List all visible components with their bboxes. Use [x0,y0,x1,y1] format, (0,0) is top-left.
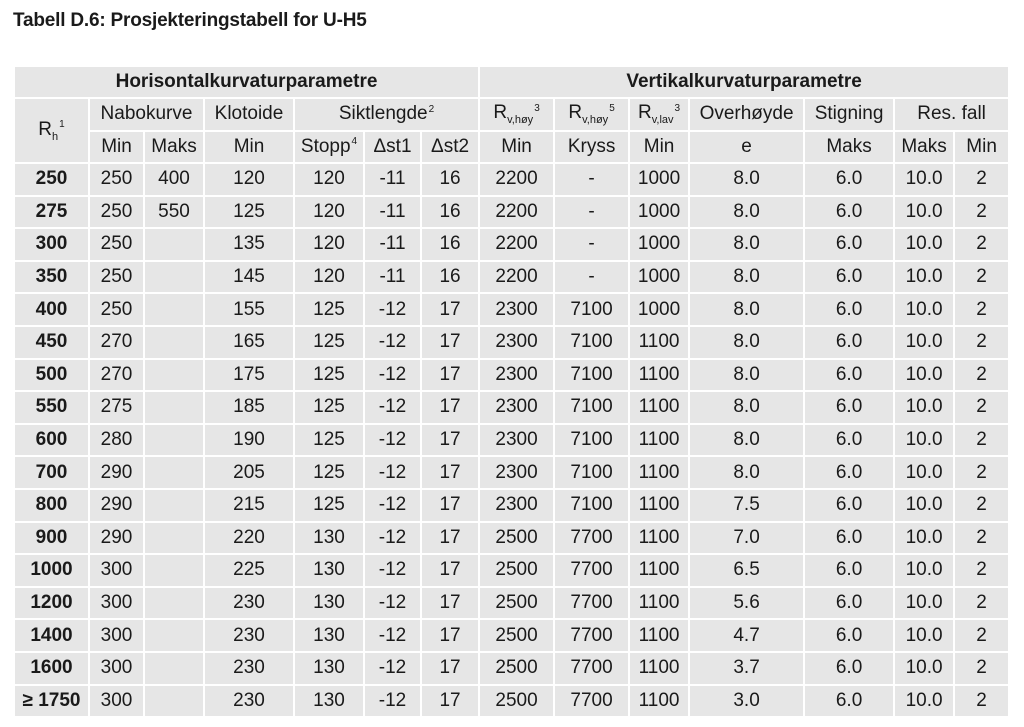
table-cell: 17 [421,326,479,359]
table-cell: 270 [89,359,144,392]
rh-value-cell: 350 [14,261,89,294]
table-cell: 10.0 [894,652,954,685]
table-cell: 10.0 [894,587,954,620]
table-cell [144,587,204,620]
table-row [14,293,1009,326]
table-cell: 2300 [479,424,554,457]
table-cell: 10.0 [894,293,954,326]
table-cell: 290 [89,489,144,522]
table-cell: 8.0 [689,456,804,489]
table-cell [144,326,204,359]
table-cell: 10.0 [894,685,954,718]
table-cell: 7700 [554,685,629,718]
table-cell: 230 [204,685,294,718]
table-cell: 5.6 [689,587,804,620]
design-table [13,65,1010,718]
rh-value-cell: 250 [14,163,89,196]
table-cell: 550 [144,196,204,229]
table-cell: 1100 [629,424,689,457]
table-cell: -11 [364,196,421,229]
table-cell: 300 [89,587,144,620]
table-cell: 205 [204,456,294,489]
table-row [14,326,1009,359]
table-cell: -11 [364,261,421,294]
rh-value-cell: 300 [14,228,89,261]
table-cell: 1100 [629,619,689,652]
table-cell: 300 [89,554,144,587]
table-cell: 2300 [479,293,554,326]
table-cell: 300 [89,685,144,718]
table-cell: 17 [421,522,479,555]
table-cell: 120 [294,196,364,229]
rh-value-cell: ≥ 1750 [14,685,89,718]
nabo-min-subheader: Min [89,131,144,164]
table-cell: 8.0 [689,261,804,294]
table-cell: 6.0 [804,293,894,326]
table-cell: 7100 [554,391,629,424]
table-cell: 2 [954,326,1009,359]
stigning-maks-subheader: Maks [804,131,894,164]
table-title: Tabell D.6: Prosjekteringstabell for U-H5 [13,10,367,31]
group-horizontal: Horisontalkurvaturparametre [14,66,479,98]
table-cell: 8.0 [689,293,804,326]
table-cell: 10.0 [894,228,954,261]
table-cell: 1000 [629,163,689,196]
table-body [14,163,1009,717]
table-cell: - [554,261,629,294]
table-cell: 2500 [479,522,554,555]
group-header-row [14,66,1009,98]
table-cell: 8.0 [689,359,804,392]
table-cell: 6.0 [804,228,894,261]
table-cell: 8.0 [689,228,804,261]
table-cell: 2 [954,619,1009,652]
table-cell: -11 [364,163,421,196]
table-cell: 215 [204,489,294,522]
table-row [14,489,1009,522]
rh-value-cell: 400 [14,293,89,326]
dst2-subheader: Δst2 [421,131,479,164]
table-cell: 135 [204,228,294,261]
table-cell: 17 [421,619,479,652]
table-cell: -12 [364,326,421,359]
table-cell: 10.0 [894,261,954,294]
table-cell: 290 [89,456,144,489]
rv-hoy-min-subheader: Min [479,131,554,164]
table-cell: 2300 [479,456,554,489]
table-row [14,391,1009,424]
table-row [14,424,1009,457]
table-cell [144,424,204,457]
table-cell: 2200 [479,228,554,261]
table-cell: 2 [954,391,1009,424]
rv-hoy-kryss-header: $R_{v,høy}^5$ [554,98,629,131]
header-row [14,98,1009,131]
table-cell: -12 [364,522,421,555]
table-cell: 10.0 [894,391,954,424]
table-cell: 1100 [629,391,689,424]
table-cell: 250 [89,163,144,196]
table-cell: 2 [954,554,1009,587]
table-cell: 10.0 [894,359,954,392]
table-cell: 2300 [479,391,554,424]
table-cell: 3.7 [689,652,804,685]
table-cell [144,228,204,261]
table-cell: 1000 [629,293,689,326]
table-cell: 275 [89,391,144,424]
table-cell: 7700 [554,522,629,555]
table-cell: 10.0 [894,326,954,359]
group-vertical: Vertikalkurvaturparametre [479,66,1009,98]
table-cell [144,554,204,587]
table-cell: 10.0 [894,456,954,489]
table-cell: 10.0 [894,489,954,522]
table-cell: 120 [294,228,364,261]
nabo-maks-subheader: Maks [144,131,204,164]
table-cell: 290 [89,522,144,555]
table-cell: 16 [421,163,479,196]
table-cell: 7700 [554,652,629,685]
table-cell: -12 [364,652,421,685]
table-cell: 175 [204,359,294,392]
rh-value-cell: 450 [14,326,89,359]
rv-hoy-header: $R_{v,høy}^3$ [479,98,554,131]
table-cell: 6.0 [804,456,894,489]
table-cell: 6.0 [804,196,894,229]
rh-header: $R_h^1$ [14,98,89,163]
table-cell: 6.0 [804,587,894,620]
table-cell [144,261,204,294]
table-cell: 17 [421,685,479,718]
table-cell: 120 [204,163,294,196]
table-cell: 17 [421,359,479,392]
table-cell: 130 [294,554,364,587]
table-cell: 6.0 [804,261,894,294]
subheader-row [14,131,1009,164]
table-cell: 120 [294,163,364,196]
table-cell: 10.0 [894,163,954,196]
table-cell: 6.0 [804,489,894,522]
table-cell: 8.0 [689,326,804,359]
table-row [14,685,1009,718]
table-cell: -12 [364,293,421,326]
table-cell: 230 [204,652,294,685]
table-cell [144,652,204,685]
rh-value-cell: 900 [14,522,89,555]
rv-lav-min-subheader: Min [629,131,689,164]
table-cell: 16 [421,261,479,294]
table-cell: 155 [204,293,294,326]
table-cell: 2500 [479,587,554,620]
table-cell: 300 [89,619,144,652]
table-cell: - [554,196,629,229]
table-row [14,587,1009,620]
table-cell: 250 [89,196,144,229]
table-cell: 10.0 [894,424,954,457]
rh-value-cell: 500 [14,359,89,392]
table-cell: -12 [364,391,421,424]
table-cell: -12 [364,359,421,392]
res-fall-header: Res. fall [894,98,1009,131]
table-cell: 250 [89,261,144,294]
klotoide-min-subheader: Min [204,131,294,164]
table-cell: 2 [954,228,1009,261]
table-cell: - [554,228,629,261]
table-cell: -12 [364,587,421,620]
res-fall-maks-subheader: Maks [894,131,954,164]
table-cell: 400 [144,163,204,196]
table-cell: 17 [421,293,479,326]
table-cell: 6.0 [804,652,894,685]
table-cell: -12 [364,489,421,522]
stigning-header: Stigning [804,98,894,131]
table-cell: -12 [364,619,421,652]
table-cell: 230 [204,587,294,620]
table-cell [144,522,204,555]
table-cell: 1100 [629,685,689,718]
table-cell: 2 [954,685,1009,718]
table-cell: 6.0 [804,163,894,196]
table-cell: - [554,163,629,196]
table-cell: 2 [954,261,1009,294]
table-cell: 145 [204,261,294,294]
table-cell: 130 [294,652,364,685]
table-cell: 7.5 [689,489,804,522]
table-cell: 17 [421,554,479,587]
table-cell: 8.0 [689,196,804,229]
table-cell: 1100 [629,554,689,587]
table-cell: 2 [954,359,1009,392]
table-cell [144,456,204,489]
table-cell: -12 [364,424,421,457]
table-cell: 2500 [479,685,554,718]
table-cell: 3.0 [689,685,804,718]
table-cell [144,685,204,718]
table-cell: 125 [294,293,364,326]
table-cell: 17 [421,489,479,522]
overhoyde-header: Overhøyde [689,98,804,131]
table-cell: 185 [204,391,294,424]
table-cell: 2500 [479,554,554,587]
table-cell: -12 [364,685,421,718]
nabokurve-header: Nabokurve [89,98,204,131]
rh-value-cell: 1000 [14,554,89,587]
table-cell: 6.0 [804,391,894,424]
table-cell: 125 [294,424,364,457]
table-cell: 16 [421,196,479,229]
rh-value-cell: 1400 [14,619,89,652]
rh-value-cell: 550 [14,391,89,424]
table-cell: 190 [204,424,294,457]
table-cell: 7100 [554,293,629,326]
table-cell: 125 [294,391,364,424]
table-cell: 2 [954,652,1009,685]
table-row [14,196,1009,229]
rh-value-cell: 700 [14,456,89,489]
klotoide-header: Klotoide [204,98,294,131]
table-row [14,652,1009,685]
table-cell: 8.0 [689,391,804,424]
table-cell: 1100 [629,326,689,359]
table-cell: 7700 [554,554,629,587]
table-row [14,522,1009,555]
table-cell: 1100 [629,522,689,555]
table-cell: 2 [954,456,1009,489]
table-cell [144,489,204,522]
table-cell: 1100 [629,456,689,489]
table-cell: 6.0 [804,685,894,718]
rh-value-cell: 1200 [14,587,89,620]
table-cell: 280 [89,424,144,457]
table-cell: 6.0 [804,424,894,457]
table-cell: 10.0 [894,554,954,587]
stopp-subheader: Stopp$^4$ [294,131,364,164]
table-cell: 8.0 [689,424,804,457]
table-cell: 130 [294,522,364,555]
table-cell: -11 [364,228,421,261]
table-cell: 6.0 [804,359,894,392]
table-cell: 125 [294,489,364,522]
table-cell: 1100 [629,587,689,620]
table-cell: -12 [364,456,421,489]
rh-value-cell: 1600 [14,652,89,685]
table-cell: 1100 [629,489,689,522]
table-cell: 1100 [629,359,689,392]
table-cell: 4.7 [689,619,804,652]
table-row [14,456,1009,489]
table-cell: 7100 [554,359,629,392]
rv-lav-header: $R_{v,lav}^3$ [629,98,689,131]
table-row [14,359,1009,392]
table-cell: 2 [954,424,1009,457]
e-subheader: e [689,131,804,164]
table-cell: 6.5 [689,554,804,587]
table-cell: 1000 [629,261,689,294]
table-cell: 17 [421,456,479,489]
table-row [14,163,1009,196]
table-cell: 1000 [629,196,689,229]
table-cell: -12 [364,554,421,587]
table-cell: 2300 [479,326,554,359]
kryss-subheader: Kryss [554,131,629,164]
table-cell: 2200 [479,163,554,196]
table-cell: 17 [421,587,479,620]
table-cell: 270 [89,326,144,359]
table-cell: 17 [421,391,479,424]
table-cell: 1000 [629,228,689,261]
table-cell: 130 [294,685,364,718]
table-cell: 6.0 [804,326,894,359]
table-cell: 10.0 [894,196,954,229]
table-cell: 1100 [629,652,689,685]
table-cell: 125 [294,326,364,359]
table-cell: 2 [954,587,1009,620]
table-cell: 2 [954,196,1009,229]
siktlengde-header: Siktlengde$^2$ [294,98,479,131]
table-cell: 17 [421,652,479,685]
table-cell: 2500 [479,619,554,652]
table-cell: 6.0 [804,522,894,555]
table-cell: 16 [421,228,479,261]
table-cell: 2 [954,522,1009,555]
table-cell: 250 [89,228,144,261]
table-cell: 6.0 [804,619,894,652]
table-cell: 10.0 [894,619,954,652]
table-row [14,228,1009,261]
table-cell: 8.0 [689,163,804,196]
table-cell: 120 [294,261,364,294]
table-row [14,554,1009,587]
table-cell [144,359,204,392]
table-cell: 6.0 [804,554,894,587]
table-cell: 230 [204,619,294,652]
table-row [14,261,1009,294]
res-fall-min-subheader: Min [954,131,1009,164]
table-cell: 300 [89,652,144,685]
rh-value-cell: 600 [14,424,89,457]
table-cell: 7.0 [689,522,804,555]
rh-value-cell: 800 [14,489,89,522]
table-cell [144,391,204,424]
table-cell: 250 [89,293,144,326]
table-cell: 2 [954,489,1009,522]
table-cell: 7100 [554,424,629,457]
rh-value-cell: 275 [14,196,89,229]
table-cell: 2 [954,293,1009,326]
table-row [14,619,1009,652]
table-cell: 7700 [554,619,629,652]
table-cell: 2200 [479,261,554,294]
table-cell: 10.0 [894,522,954,555]
table-cell: 225 [204,554,294,587]
table-cell: 2500 [479,652,554,685]
table-cell [144,293,204,326]
table-cell: 2300 [479,489,554,522]
table-cell: 2300 [479,359,554,392]
table-cell: 130 [294,587,364,620]
table-cell [144,619,204,652]
table-cell: 7100 [554,489,629,522]
dst1-subheader: Δst1 [364,131,421,164]
table-cell: 2 [954,163,1009,196]
table-cell: 130 [294,619,364,652]
table-cell: 17 [421,424,479,457]
table-cell: 2200 [479,196,554,229]
table-cell: 220 [204,522,294,555]
table-cell: 7700 [554,587,629,620]
table-cell: 7100 [554,456,629,489]
table-cell: 125 [204,196,294,229]
table-cell: 7100 [554,326,629,359]
table-cell: 165 [204,326,294,359]
table-cell: 125 [294,456,364,489]
table-cell: 125 [294,359,364,392]
